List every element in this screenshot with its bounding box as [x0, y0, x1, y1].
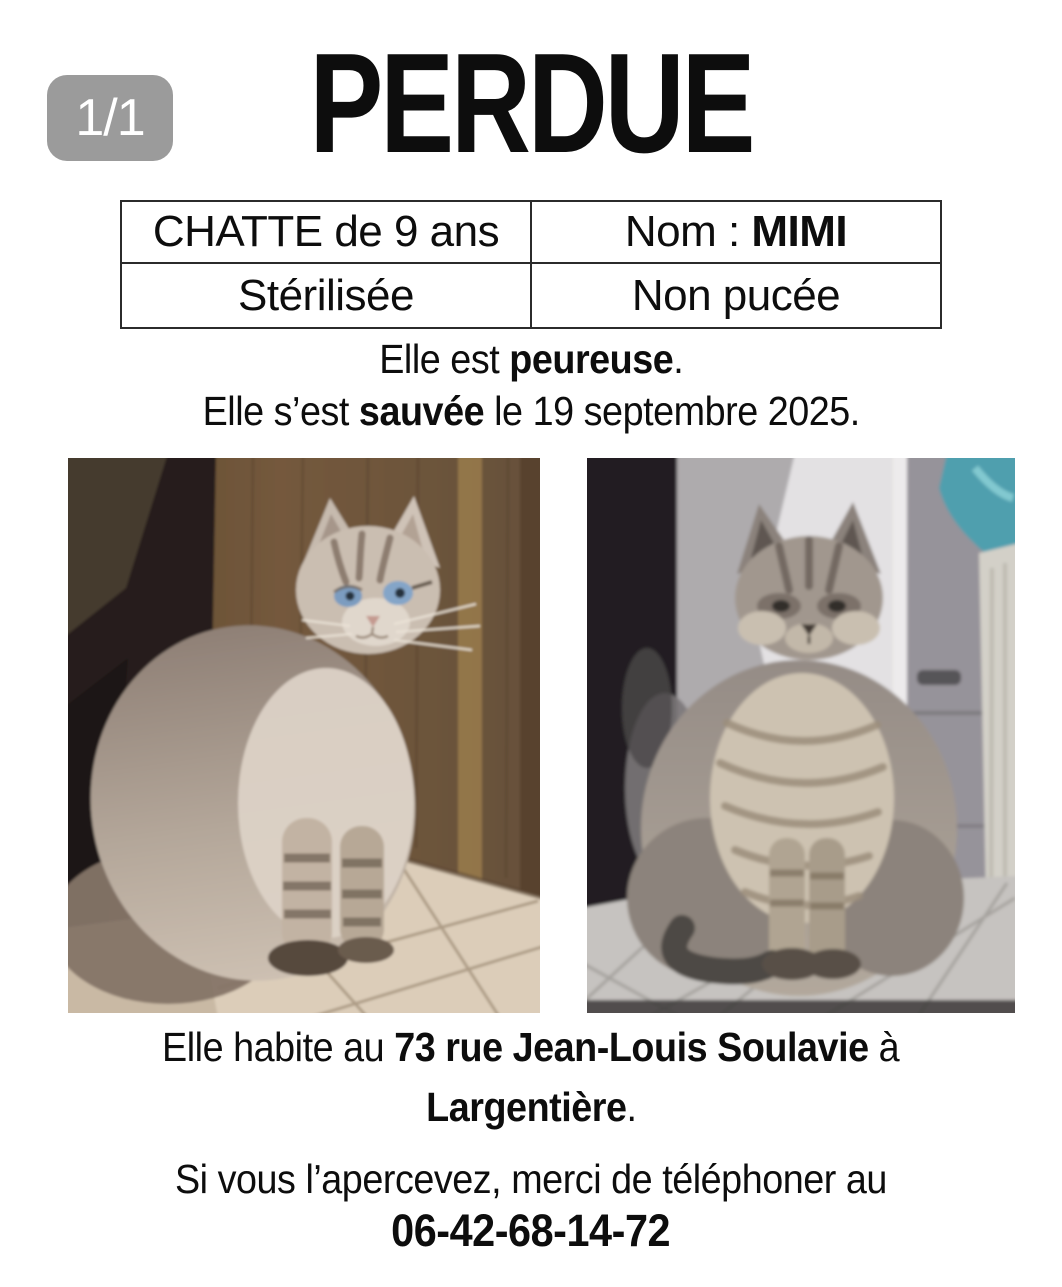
cell-sterilized: Stérilisée [121, 263, 531, 328]
address-text: Elle habite au [162, 1024, 395, 1070]
cell-name [531, 201, 941, 263]
name-label: Nom : [624, 207, 752, 256]
contact-intro-text: Si vous l’apercevez, merci de téléphoner au [175, 1156, 887, 1202]
address-street: 73 rue Jean-Louis Soulavie [394, 1024, 869, 1070]
address-text: à [868, 1024, 900, 1070]
description-text: le 19 septembre 2025. [483, 388, 860, 434]
table-row [121, 263, 941, 328]
cat-photos [68, 458, 1015, 1013]
description-line-2 [0, 386, 1062, 436]
description-text: Elle est [378, 336, 509, 382]
cat-photo-left [68, 458, 540, 1013]
description-text: Elle s’est [202, 388, 359, 434]
address-text: . [626, 1084, 637, 1130]
cat-info-table [120, 200, 942, 329]
page-title [0, 24, 1062, 183]
contact-intro [0, 1154, 1062, 1204]
address-city: Largentière [425, 1084, 627, 1130]
description-text: . [673, 336, 684, 382]
address-line-2 [0, 1082, 1062, 1132]
description-bold: peureuse [508, 336, 674, 382]
page-title-text: PERDUE [309, 24, 753, 183]
cat-name: MIMI [751, 207, 848, 256]
page-counter-badge: 1/1 [47, 75, 173, 161]
description-line-1 [0, 334, 1062, 384]
phone-number [0, 1206, 1062, 1256]
address-line-1 [0, 1022, 1062, 1072]
cell-chip-status: Non pucée [531, 263, 941, 328]
cell-sex-age: CHATTE de 9 ans [121, 201, 531, 263]
description-bold: sauvée [358, 388, 484, 434]
table-row [121, 201, 941, 263]
phone-number-text: 06-42-68-14-72 [391, 1205, 671, 1256]
cat-photo-right [587, 458, 1015, 1013]
